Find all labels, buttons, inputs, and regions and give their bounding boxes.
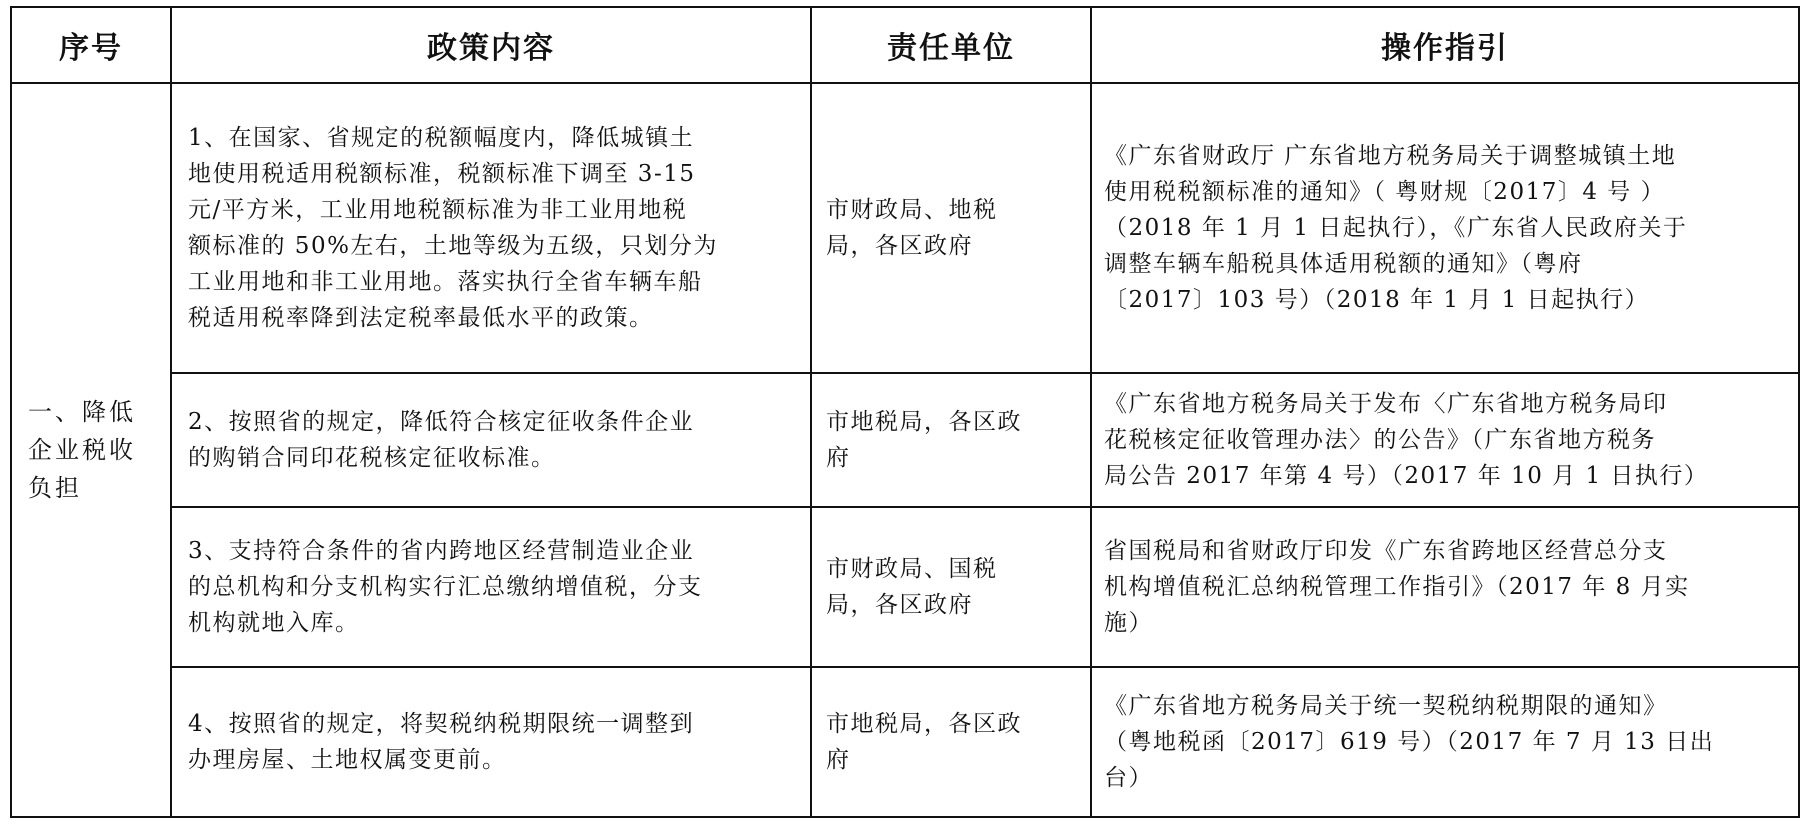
operation-guide-cell xyxy=(1091,507,1799,667)
header-serial-number: 序号 xyxy=(11,7,171,83)
responsible-unit-cell xyxy=(811,507,1091,667)
header-policy-content: 政策内容 xyxy=(171,7,811,83)
table-row xyxy=(11,373,1799,507)
responsible-unit-text: 市财政局、地税 局，各区政府 xyxy=(826,197,998,259)
operation-guide-cell xyxy=(1091,83,1799,373)
operation-guide-cell xyxy=(1091,667,1799,817)
responsible-unit-text: 市财政局、国税 局，各区政府 xyxy=(826,556,998,618)
table-row xyxy=(11,667,1799,817)
table-row xyxy=(11,83,1799,373)
table-row xyxy=(11,507,1799,667)
policy-content-text: 1、在国家、省规定的税额幅度内，降低城镇土 地使用税适用税额标准，税额标准下调至 3-15 元/平方米，工业用地税额标准为非工业用地税 额标准的 50%左右，土地等级为五级，只划分为 工业用地和非工业用地。落实执行全省车辆车船 税适用税率降到法定税率最低水平的政策。 xyxy=(188,125,718,331)
responsible-unit-text: 市地税局，各区政 府 xyxy=(826,711,1022,773)
operation-guide-cell xyxy=(1091,373,1799,507)
policy-content-cell xyxy=(171,667,811,817)
responsible-unit-text: 市地税局，各区政 府 xyxy=(826,409,1022,471)
responsible-unit-cell xyxy=(811,667,1091,817)
policy-table xyxy=(10,6,1800,818)
policy-content-cell xyxy=(171,83,811,373)
operation-guide-text: 省国税局和省财政厅印发《广东省跨地区经营总分支 机构增值税汇总纳税管理工作指引》（2017 年 8 月实 施） xyxy=(1104,538,1690,636)
policy-content-text: 3、支持符合条件的省内跨地区经营制造业企业 的总机构和分支机构实行汇总缴纳增值税，分支 机构就地入库。 xyxy=(188,538,703,636)
operation-guide-text: 《广东省地方税务局关于发布〈广东省地方税务局印 花税核定征收管理办法〉的公告》（广东省地方税务 局公告 2017 年第 4 号）（2017 年 10 月 1 日执行） xyxy=(1104,391,1709,489)
responsible-unit-cell xyxy=(811,83,1091,373)
operation-guide-text: 《广东省地方税务局关于统一契税纳税期限的通知》 （粤地税函〔2017〕619 号）（2017 年 7 月 13 日出 台） xyxy=(1104,693,1715,791)
policy-content-text: 4、按照省的规定，将契税纳税期限统一调整到 办理房屋、土地权属变更前。 xyxy=(188,711,695,773)
policy-content-cell xyxy=(171,373,811,507)
header-operation-guide: 操作指引 xyxy=(1091,7,1799,83)
policy-content-text: 2、按照省的规定，降低符合核定征收条件企业 的购销合同印花税核定征收标准。 xyxy=(188,409,695,471)
table-header-row xyxy=(11,7,1799,83)
policy-content-cell xyxy=(171,507,811,667)
category-cell xyxy=(11,83,171,817)
category-label: 一、降低 企业税收 负担 xyxy=(28,398,136,502)
operation-guide-text: 《广东省财政厅 广东省地方税务局关于调整城镇土地 使用税税额标准的通知》（ 粤财规〔2017〕4 号 ） （2018 年 1 月 1 日起执行），《广东省人民政府关于 调整车辆车船税具体适用税额的通知》（粤府 〔2017〕103 号）（2018 年 1 月 1 日起执行） xyxy=(1104,143,1688,313)
header-responsible-unit: 责任单位 xyxy=(811,7,1091,83)
responsible-unit-cell xyxy=(811,373,1091,507)
